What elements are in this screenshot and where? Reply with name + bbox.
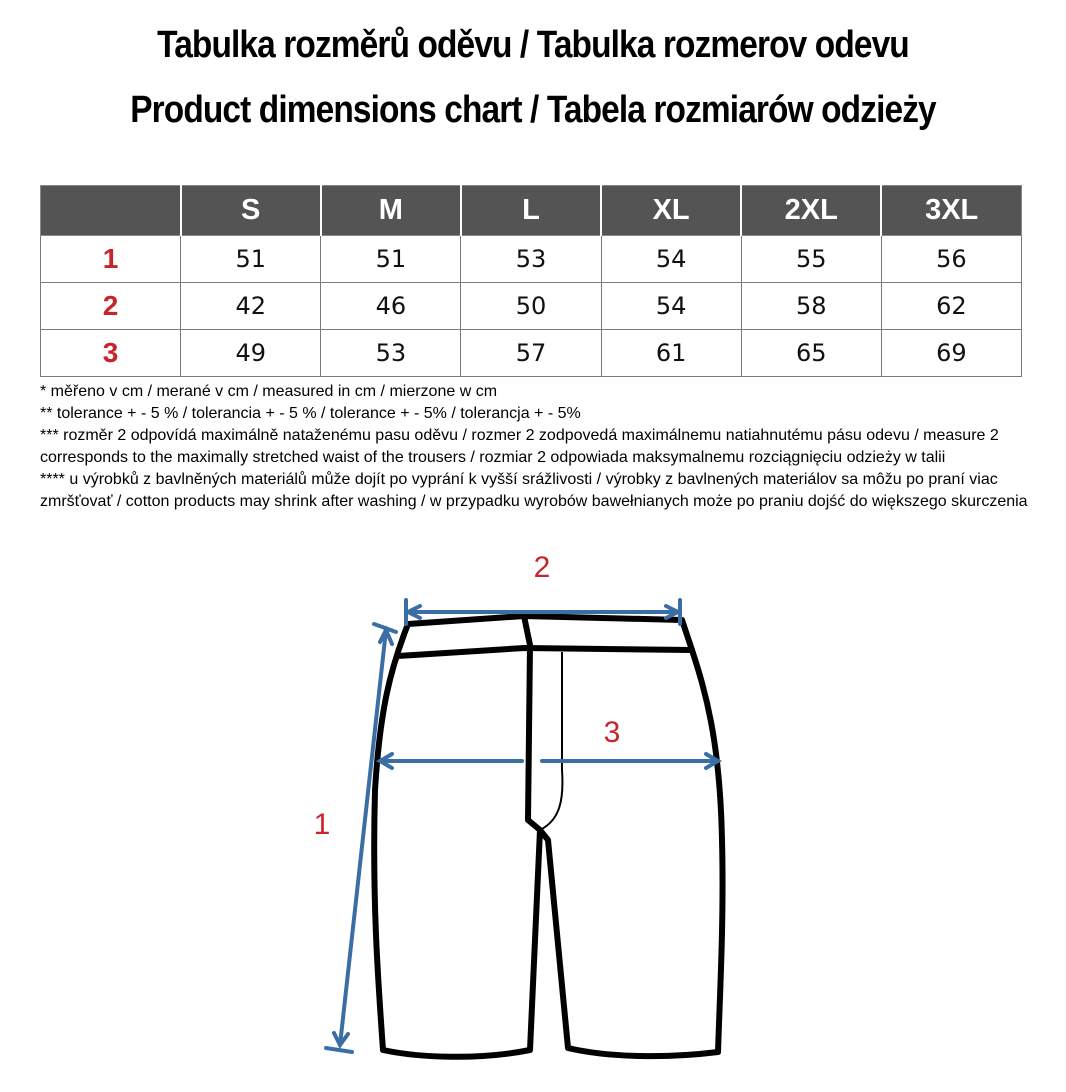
header-size-xl: XL <box>601 186 741 236</box>
table-cell: 54 <box>601 236 741 283</box>
fly-detail <box>540 652 562 830</box>
title-line-1: Tabulka rozměrů oděvu / Tabulka rozmerov odevu <box>157 24 909 66</box>
shorts-outline <box>374 616 722 1057</box>
table-cell: 53 <box>461 236 601 283</box>
table-row <box>41 330 1022 377</box>
label-length: 1 <box>313 808 331 841</box>
size-header-row <box>41 186 1022 236</box>
table-cell: 42 <box>181 283 321 330</box>
header-size-s: S <box>181 186 321 236</box>
table-cell: 50 <box>461 283 601 330</box>
shorts-diagram <box>0 540 1066 1092</box>
table-cell: 51 <box>321 236 461 283</box>
label-hip: 3 <box>603 716 621 749</box>
table-cell: 51 <box>181 236 321 283</box>
table-row <box>41 283 1022 330</box>
table-row <box>41 236 1022 283</box>
note-cotton-shrink: **** u výrobků z bavlněných materiálů může dojít po vyprání k vyšší srážlivosti / výrobky z bavlnených materiálov sa môžu po praní viac zmršťovať / cotton products may shrink after washing / w przypadku wyrobów bawełnianych może po praniu dojść do większego skurczenia <box>40 471 1028 510</box>
header-corner <box>41 186 181 236</box>
header-size-l: L <box>461 186 601 236</box>
table-cell: 65 <box>741 330 881 377</box>
table-cell: 49 <box>181 330 321 377</box>
table-cell: 58 <box>741 283 881 330</box>
row-label: 2 <box>41 283 181 330</box>
notes-block <box>40 381 1030 513</box>
table-cell: 57 <box>461 330 601 377</box>
table-cell: 56 <box>881 236 1021 283</box>
label-waist: 2 <box>533 551 551 584</box>
table-cell: 46 <box>321 283 461 330</box>
header-size-3xl: 3XL <box>881 186 1021 236</box>
table-cell: 55 <box>741 236 881 283</box>
row-label: 1 <box>41 236 181 283</box>
note-tolerance: ** tolerance + - 5 % / tolerancia + - 5 % / tolerance + - 5% / tolerancja + - 5% <box>40 405 581 422</box>
row-label: 3 <box>41 330 181 377</box>
title-line-2: Product dimensions chart / Tabela rozmiarów odzieży <box>130 89 936 131</box>
table-cell: 61 <box>601 330 741 377</box>
note-measured-in: * měřeno v cm / merané v cm / measured in cm / mierzone w cm <box>40 383 498 400</box>
table-cell: 54 <box>601 283 741 330</box>
size-table <box>40 185 1022 377</box>
header-size-2xl: 2XL <box>741 186 881 236</box>
note-waist-stretched: *** rozměr 2 odpovídá maximálně nataženému pasu oděvu / rozmer 2 zodpovedá maximálnemu natiahnutému pásu odevu / measure 2 corresponds to the maximally stretched waist of the trousers / rozmiar 2 odpowiada maksymalnemu rozciągnięciu odzieży w talii <box>40 427 999 466</box>
table-cell: 53 <box>321 330 461 377</box>
table-cell: 62 <box>881 283 1021 330</box>
measure-arrows <box>326 600 718 1052</box>
header-size-m: M <box>321 186 461 236</box>
table-cell: 69 <box>881 330 1021 377</box>
